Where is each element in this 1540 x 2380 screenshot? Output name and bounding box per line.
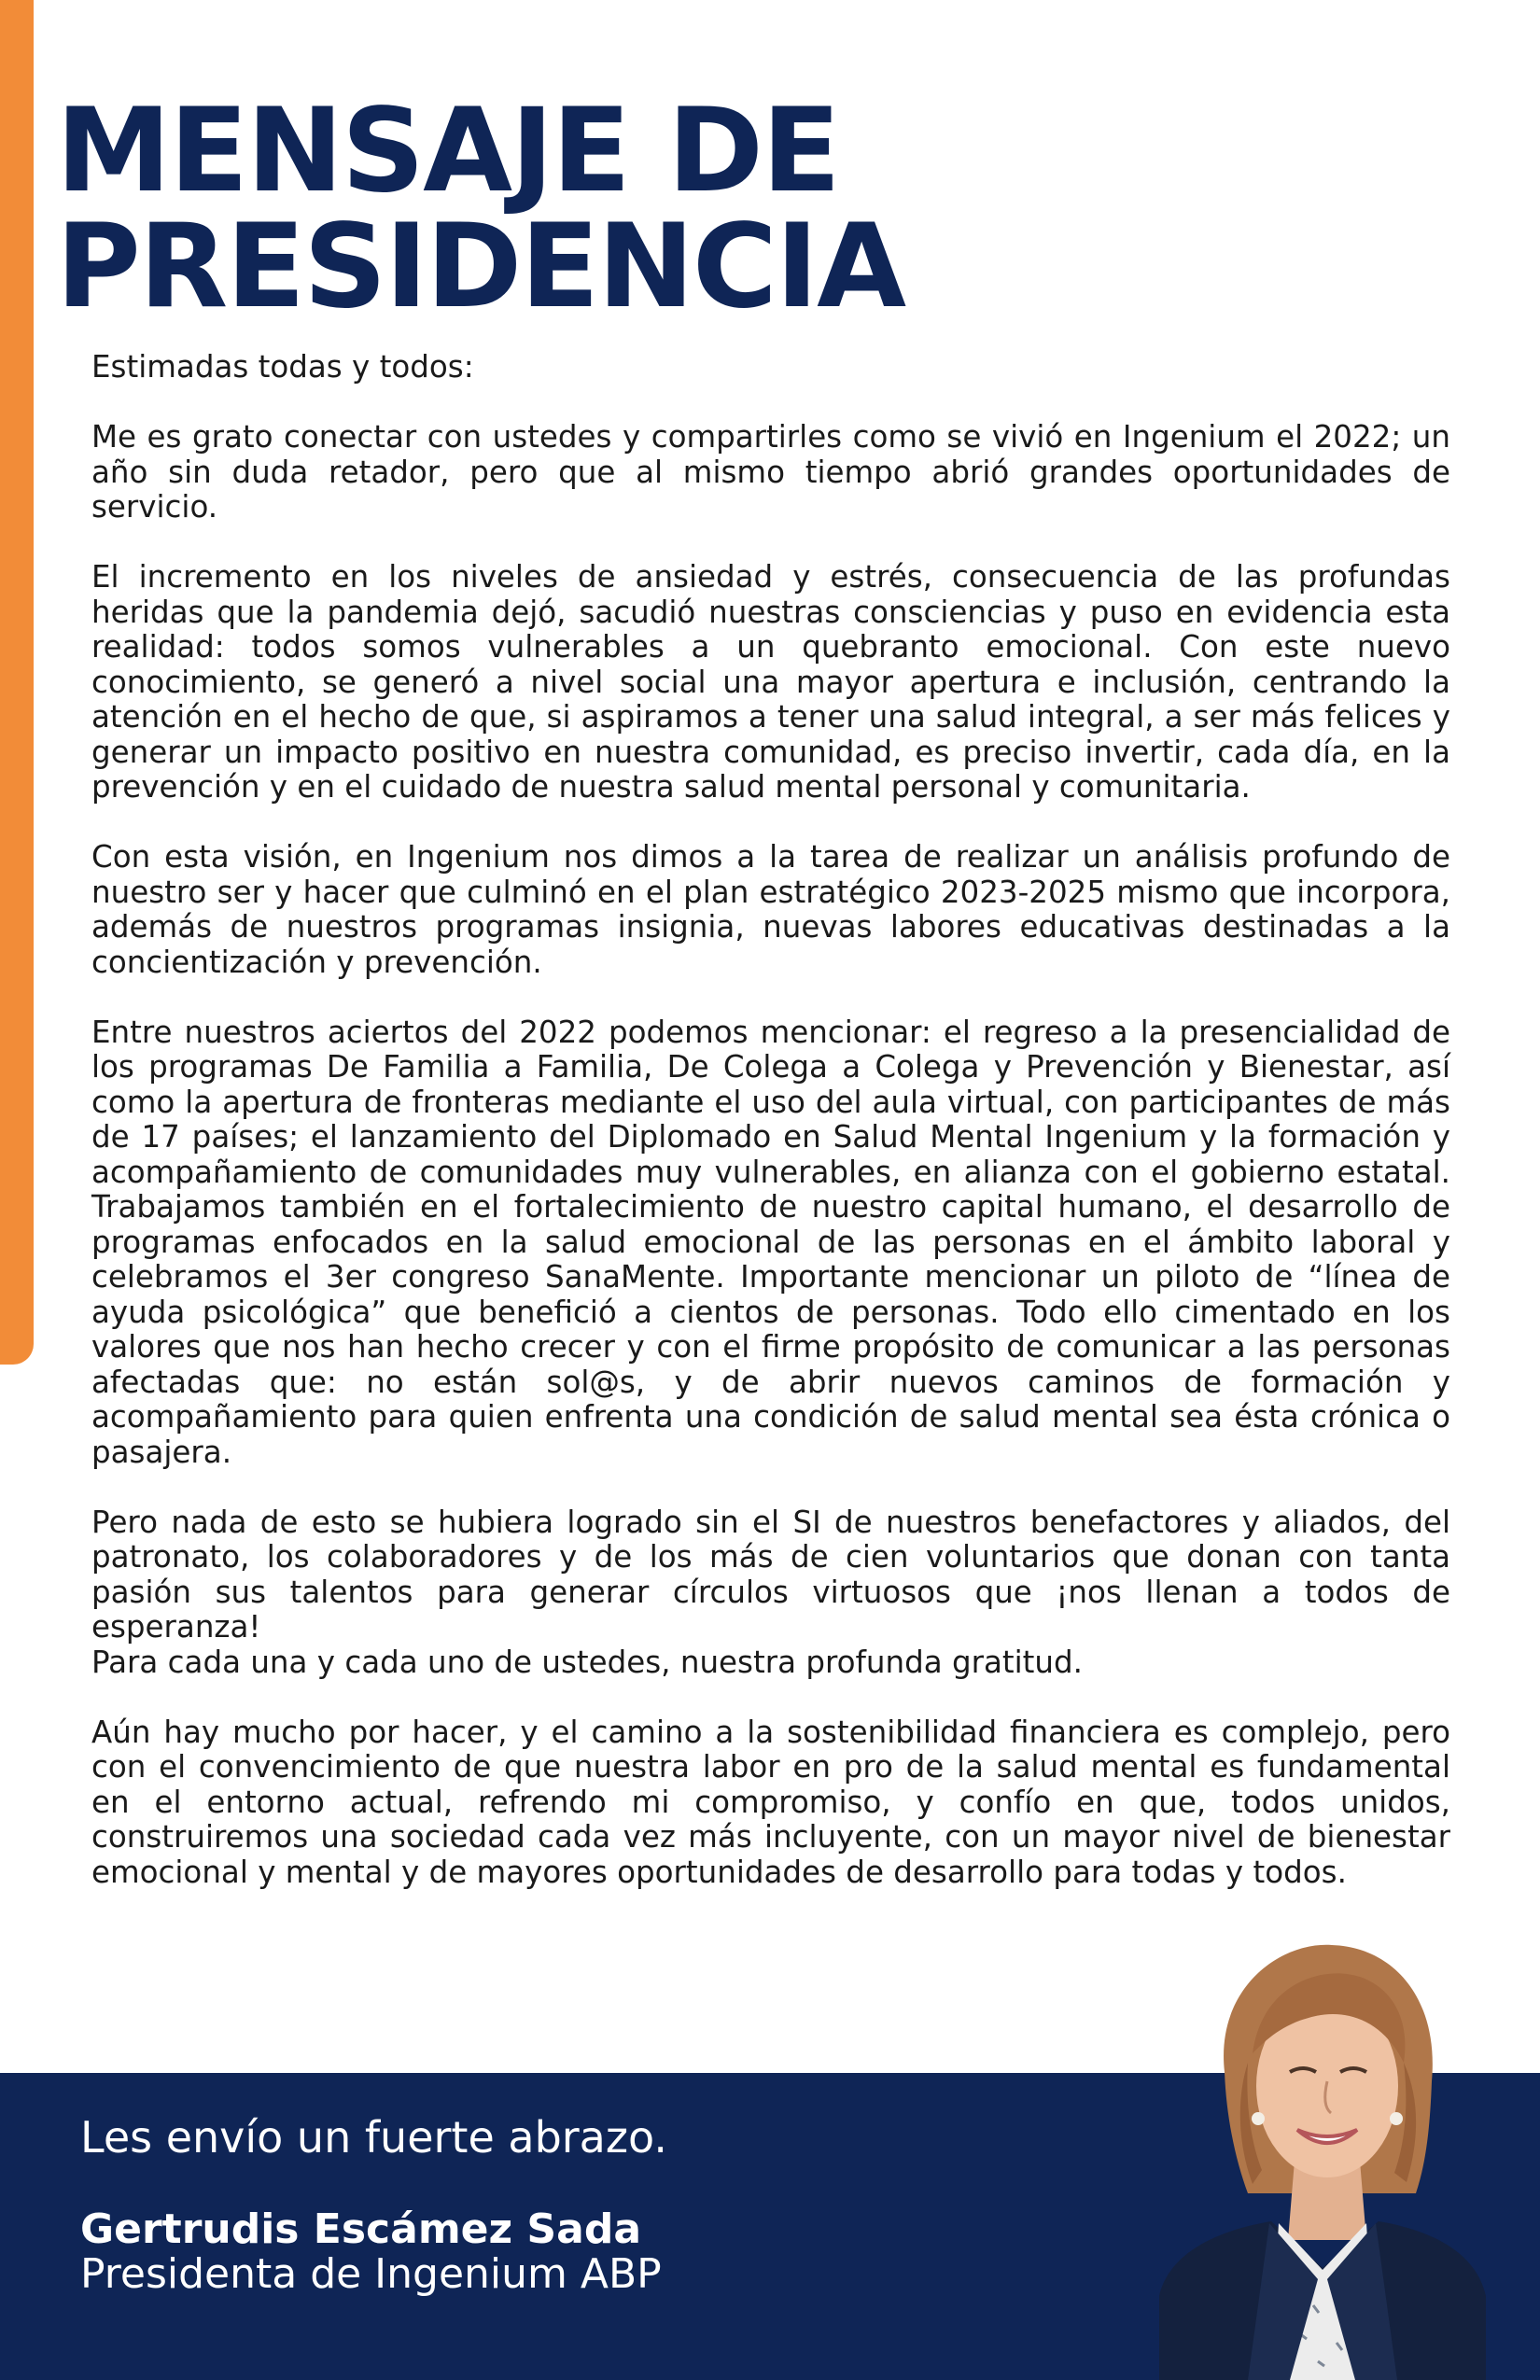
page-title xyxy=(56,84,905,334)
letter-greeting: Estimadas todas y todos: xyxy=(91,349,474,385)
signer-name: Gertrudis Escámez Sada xyxy=(80,2205,642,2253)
closing-line: Les envío un fuerte abrazo. xyxy=(80,2112,667,2163)
letter-paragraph: El incremento en los niveles de ansiedad y estrés, consecuencia de las profundas heridas que la pandemia dejó, sacudió nuestras consciencias y puso en evidencia esta realidad: todos somos vulnerables a un quebranto emocional. Con este nuevo conocimiento, se generó a nivel social una mayor apertura e inclusión, centrando la atención en el hecho de que, si aspiramos a tener una salud integral, a ser más felices y generar un impacto positivo en nuestra comunidad, es preciso invertir, cada día, en la prevención y en el cuidado de nuestra salud mental personal y comunitaria. xyxy=(91,559,1450,805)
page-title-line-1: MENSAJE DE xyxy=(56,84,839,218)
letter-paragraph: Con esta visión, en Ingenium nos dimos a la tarea de realizar un análisis profundo de nuestro ser y hacer que culminó en el plan estratégico 2023-2025 mismo que incorpora, además de nuestros programas insignia, nuevas labores educativas destinadas a la concientización y prevención. xyxy=(91,839,1450,980)
letter-paragraph: Pero nada de esto se hubiera logrado sin el SI de nuestros benefactores y aliados, del patronato, los colaboradores y de los más de cien voluntarios que donan con tanta pasión sus talentos para generar círculos virtuosos que ¡nos llenan a todos de esperanza! xyxy=(91,1504,1450,1645)
portrait-photo-icon xyxy=(1159,1932,1486,2380)
signer-role: Presidenta de Ingenium ABP xyxy=(80,2250,662,2298)
letter-body xyxy=(91,350,1450,1925)
orange-accent-bar xyxy=(0,0,34,1365)
page-title-line-2: PRESIDENCIA xyxy=(56,200,905,334)
letter-paragraph: Entre nuestros aciertos del 2022 podemos mencionar: el regreso a la presencialidad de los programas De Familia a Familia, De Colega a Colega y Prevención y Bienestar, así como la apertura de fronteras mediante el uso del aula virtual, con participantes de más de 17 países; el lanzamiento del Diplomado en Salud Mental Ingenium y la formación y acompañamiento de comunidades muy vulnerables, en alianza con el gobierno estatal. Trabajamos también en el fortalecimiento de nuestro capital humano, el desarrollo de programas enfocados en la salud emocional de las personas en el ámbito laboral y celebramos el 3er congreso SanaMente. Importante mencionar un piloto de “línea de ayuda psicológica” que benefició a cientos de personas. Todo ello cimentado en los valores que nos han hecho crecer y con el firme propósito de comunicar a las personas afectadas que: no están sol@s, y de abrir nuevos caminos de formación y acompañamiento para quien enfrenta una condición de salud mental sea ésta crónica o pasajera. xyxy=(91,1014,1450,1470)
letter-paragraph: Me es grato conectar con ustedes y compartirles como se vivió en Ingenium el 2022; un año sin duda retador, pero que al mismo tiempo abrió grandes oportunidades de servicio. xyxy=(91,419,1450,525)
letter-paragraph: Aún hay mucho por hacer, y el camino a la sostenibilidad financiera es complejo, pero con el convencimiento de que nuestra labor en pro de la salud mental es fundamental en el entorno actual, refrendo mi compromiso, y confío en que, todos unidos, construiremos una sociedad cada vez más incluyente, con un mayor nivel de bienestar emocional y mental y de mayores oportunidades de desarrollo para todas y todos. xyxy=(91,1714,1450,1890)
letter-paragraph: Para cada una y cada uno de ustedes, nuestra profunda gratitud. xyxy=(91,1644,1083,1680)
